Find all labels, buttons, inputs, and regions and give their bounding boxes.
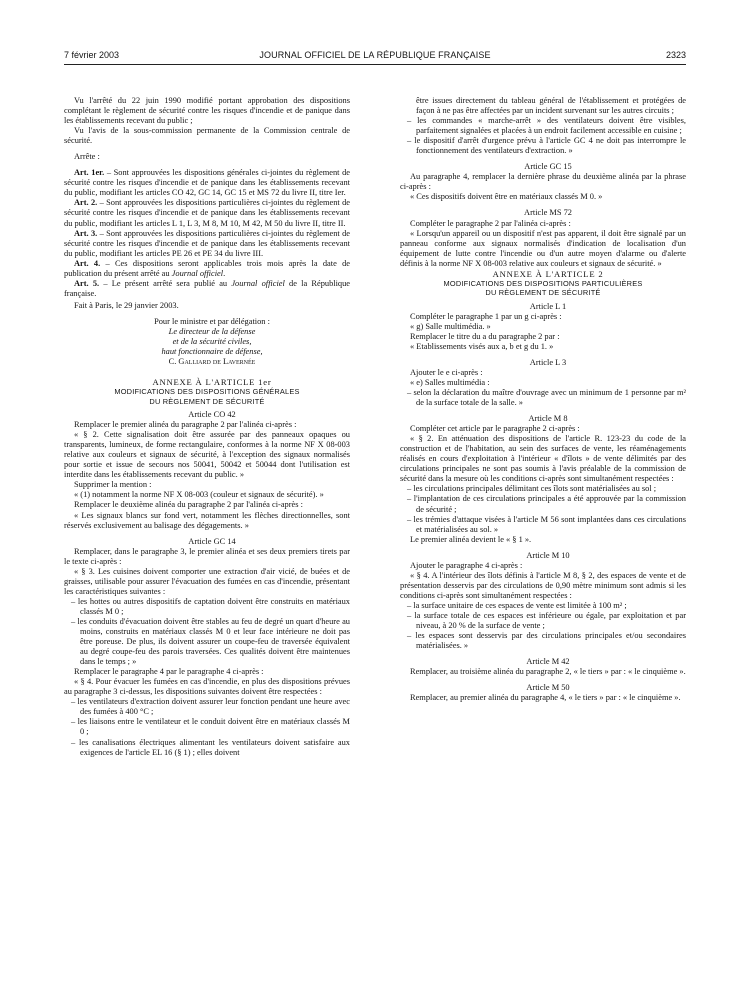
list-item: – les commandes « marche-arrêt » des ventilateurs doivent être visibles, parfaitement signalées et placées à un endroit facilement accessible en cuisine ;: [407, 116, 686, 136]
paragraph: « § 4. Pour évacuer les fumées en cas d'incendie, en plus des dispositions prévues au paragraphe 3 ci-dessus, les dispositions suivantes doivent être respectées :: [64, 677, 350, 697]
signatory-name: C. Galliard de Lavernée: [168, 357, 256, 367]
list-item: – les circulations principales délimitant ces îlots sont matérialisées au sol ;: [407, 484, 657, 494]
list-item: – l'implantation de ces circulations principales a été approuvée par la commission de sécurité ;: [407, 494, 686, 514]
paragraph: Remplacer le deuxième alinéa du paragraphe 2 par l'alinéa ci-après :: [74, 500, 303, 510]
paragraph: « § 4. A l'intérieur des îlots définis à l'article M 8, § 2, des espaces de vente et de présentation desservis par des circulations de 0,90 mètre minimum sont admis si les conditions ci-après sont simultanément respectées :: [400, 570, 686, 600]
journal-title: JOURNAL OFFICIEL DE LA RÉPUBLIQUE FRANÇAISE: [259, 50, 491, 60]
paragraph: Remplacer le premier alinéa du paragraphe 2 par l'alinéa ci-après :: [74, 420, 297, 430]
article-5: Art. 5. – Le présent arrêté sera publié au Journal officiel de la République française.: [64, 278, 351, 298]
arrete-line: Arrête :: [74, 152, 100, 162]
list-item: – la surface unitaire de ces espaces de vente est limitée à 100 m² ;: [407, 600, 627, 610]
article-label: Art. 3.: [74, 228, 98, 238]
paragraph: Remplacer, au premier alinéa du paragraphe 4, « le tiers » par : « le cinquième ».: [410, 693, 681, 703]
right-column: [400, 96, 686, 703]
article-heading: Article M 8: [528, 414, 568, 424]
annex-subtitle: MODIFICATIONS DES DISPOSITIONS PARTICULIÈRES DU RÈGLEMENT DE SÉCURITÉ: [443, 278, 643, 298]
paragraph: « g) Salle multimédia. »: [410, 321, 491, 331]
signature-line: haut fonctionnaire de défense,: [161, 347, 263, 357]
paragraph: Ajouter le e ci-après :: [410, 367, 483, 377]
done-at-line: Fait à Paris, le 29 janvier 2003.: [74, 300, 179, 310]
paragraph: Remplacer, au troisième alinéa du paragraphe 2, « le tiers » par : « le cinquième ».: [410, 667, 686, 677]
list-item: – les conduits d'évacuation doivent être stables au feu de degré un quart d'heure au moins, construits en matériaux classés M 0 et leur face intérieure ne doit pas être poreuse. De plus, ils doivent assurer un coupe-feu de traversée équivalent au degré coupe-feu des parois traversées. Ces qualités doivent être maintenues dans le temps ; »: [71, 616, 350, 667]
paragraph: Au paragraphe 4, remplacer la dernière phrase du deuxième alinéa par la phrase ci-après :: [400, 172, 686, 192]
paragraph: Remplacer, dans le paragraphe 3, le premier alinéa et ses deux premiers tirets par le texte ci-après :: [64, 546, 350, 566]
paragraph: « Etablissements visés aux a, b et g du 1. »: [410, 341, 554, 351]
paragraph: « Lorsqu'un appareil ou un dispositif n'est pas apparent, il doit être signalé par un panneau conforme aux signaux normalisés d'indication de localisation d'un équipement de lutte contre l'incendie ou d'un autre moyen d'alarme ou d'alerte définis à la norme NF X 08-003 relative aux couleurs et signaux de sécurité. »: [400, 228, 686, 268]
list-item: – les hottes ou autres dispositifs de captation doivent être construits en matériaux classés M 0 ;: [71, 596, 350, 616]
article-heading: Article L 3: [529, 357, 567, 367]
paragraph: Compléter cet article par le paragraphe 2 ci-après :: [410, 424, 580, 434]
annex-subtitle: MODIFICATIONS DES DISPOSITIONS GÉNÉRALES DU RÈGLEMENT DE SÉCURITÉ: [114, 387, 300, 406]
list-item: – les espaces sont desservis par des circulations principales et/ou secondaires matérialisées. »: [407, 631, 686, 651]
signature-line: Le directeur de la défense: [168, 326, 256, 336]
list-item: – le dispositif d'arrêt d'urgence prévu à l'article GC 4 ne doit pas interrompre le fonctionnement des ventilateurs d'extraction. »: [407, 136, 686, 156]
list-item: – les trémies d'attaque visées à l'article M 56 sont implantées dans ces circulations et matérialisées au sol. »: [407, 514, 686, 534]
header-rule: [64, 64, 686, 65]
paragraph: « § 2. En atténuation des dispositions de l'article R. 123-23 du code de la construction et de l'habitation, au sein des surfaces de vente, les réaménagements réalisés en cours d'exploitation à l'intérieur « d'îlots » de vente délimités par des circulations principales ne sont pas soumis à l'avis préalable de la commission de sécurité dans la mesure où les conditions ci-après sont simultanément respectées :: [400, 434, 686, 484]
list-item: – les canalisations électriques alimentant les ventilateurs doivent satisfaire aux exigences de l'article EL 16 (§ 1) ; elles doivent: [71, 737, 350, 757]
paragraph: « § 2. Cette signalisation doit être assurée par des panneaux opaques ou transparents, lumineux, de forme rectangulaire, conformes à la norme NF X 08-003 relative aux couleurs et signaux de sécurité, à l'exception des signaux normalisés pour sortie et issue de secours nos 50041, 50042 et 50044 dont l'utilisation est interdite dans les établissements recevant du public. »: [64, 430, 350, 480]
article-1: Art. 1er. – Sont approuvées les dispositions générales ci-jointes du règlement de sécurité contre les risques d'incendie et de panique dans les établissements recevant du public, modifiant les articles CO 42, GC 14, GC 15 et MS 72 du livre II, titre Ier.: [64, 168, 350, 198]
paragraph: « Ces dispositifs doivent être en matériaux classés M 0. »: [410, 192, 603, 202]
article-4: Art. 4. – Ces dispositions seront applicables trois mois après la date de publication du présent arrêté au Journal officiel.: [64, 258, 350, 278]
article-heading: Article MS 72: [524, 208, 572, 218]
signature-line: Pour le ministre et par délégation :: [154, 316, 270, 326]
paragraph: « Les signaux blancs sur fond vert, notamment les flèches directionnelles, sont réservés exclusivement au balisage des dégagements. »: [64, 510, 350, 530]
article-heading: Article GC 15: [524, 162, 572, 172]
visa-paragraph: Vu l'avis de la sous-commission permanente de la Commission centrale de sécurité.: [64, 126, 350, 146]
list-item-continuation: être issues directement du tableau général de l'établissement et protégées de façon à ne pas être affectées par un incident survenant sur les autres circuits ;: [416, 96, 686, 116]
list-item: – la surface totale de ces espaces est inférieure ou égale, par exploitation et par niveau, à 20 % de la surface de vente ;: [407, 610, 686, 631]
header-date: 7 février 2003: [64, 50, 120, 60]
article-heading: Article L 1: [529, 301, 567, 311]
article-label: Art. 1er.: [74, 168, 105, 178]
list-item: – les ventilateurs d'extraction doivent assurer leur fonction pendant une heure avec des fumées à 400 °C ;: [71, 697, 350, 717]
article-3: Art. 3. – Sont approuvées les dispositions particulières ci-jointes du règlement de sécurité contre les risques d'incendie et de panique dans les établissements recevant du public, modifiant les articles PE 26 et PE 34 du livre III.: [64, 228, 351, 258]
paragraph: Supprimer la mention :: [74, 480, 152, 490]
article-heading: Article CO 42: [188, 410, 236, 420]
left-column: [64, 96, 350, 758]
article-heading: Article M 50: [526, 683, 570, 693]
paragraph: Ajouter le paragraphe 4 ci-après :: [410, 560, 523, 570]
article-label: Art. 2.: [74, 198, 98, 208]
article-heading: Article GC 14: [188, 536, 236, 546]
page-number: 2323: [665, 50, 686, 60]
page-header: [64, 50, 686, 64]
article-2: Art. 2. – Sont approuvées les dispositions particulières ci-jointes du règlement de sécurité contre les risques d'incendie et de panique dans les établissements recevant du public, modifiant les articles L 1, L 3, M 8, M 10, M 42, M 50 du livre II, titre II.: [64, 198, 351, 228]
paragraph: Remplacer le titre du a du paragraphe 2 par :: [410, 331, 560, 341]
list-item: – selon la déclaration du maître d'ouvrage avec un minimum de 1 personne par m² de la surface totale de la salle. »: [407, 387, 686, 408]
article-label: Art. 4.: [74, 258, 101, 268]
paragraph: Compléter le paragraphe 1 par un g ci-après :: [410, 311, 562, 321]
annex-title: ANNEXE À L'ARTICLE 2: [492, 268, 604, 279]
paragraph: Le premier alinéa devient le « § 1 ».: [410, 534, 532, 544]
visa-paragraph: Vu l'arrêté du 22 juin 1990 modifié portant approbation des dispositions complétant le règlement de sécurité contre les risques d'incendie et de panique dans les établissements recevant du public ;: [64, 96, 350, 126]
paragraph: « § 3. Les cuisines doivent comporter une extraction d'air vicié, de buées et de graisses, utilisable pour assurer l'évacuation des fumées en cas d'incendie, présentant les caractéristiques suivantes :: [64, 566, 350, 596]
paragraph: « e) Salles multimédia :: [410, 377, 490, 387]
article-heading: Article M 42: [526, 657, 570, 667]
paragraph: « (1) notamment la norme NF X 08-003 (couleur et signaux de sécurité). »: [74, 490, 324, 500]
annex-title: ANNEXE À L'ARTICLE 1er: [152, 377, 272, 388]
signature-line: et de la sécurité civiles,: [172, 337, 252, 347]
article-label: Art. 5.: [74, 278, 100, 288]
paragraph: Remplacer le paragraphe 4 par le paragraphe 4 ci-après :: [74, 667, 264, 677]
list-item: – les liaisons entre le ventilateur et le conduit doivent être en matériaux classés M 0 ;: [71, 717, 350, 737]
article-heading: Article M 10: [526, 550, 570, 560]
paragraph: Compléter le paragraphe 2 par l'alinéa ci-après :: [410, 218, 571, 228]
